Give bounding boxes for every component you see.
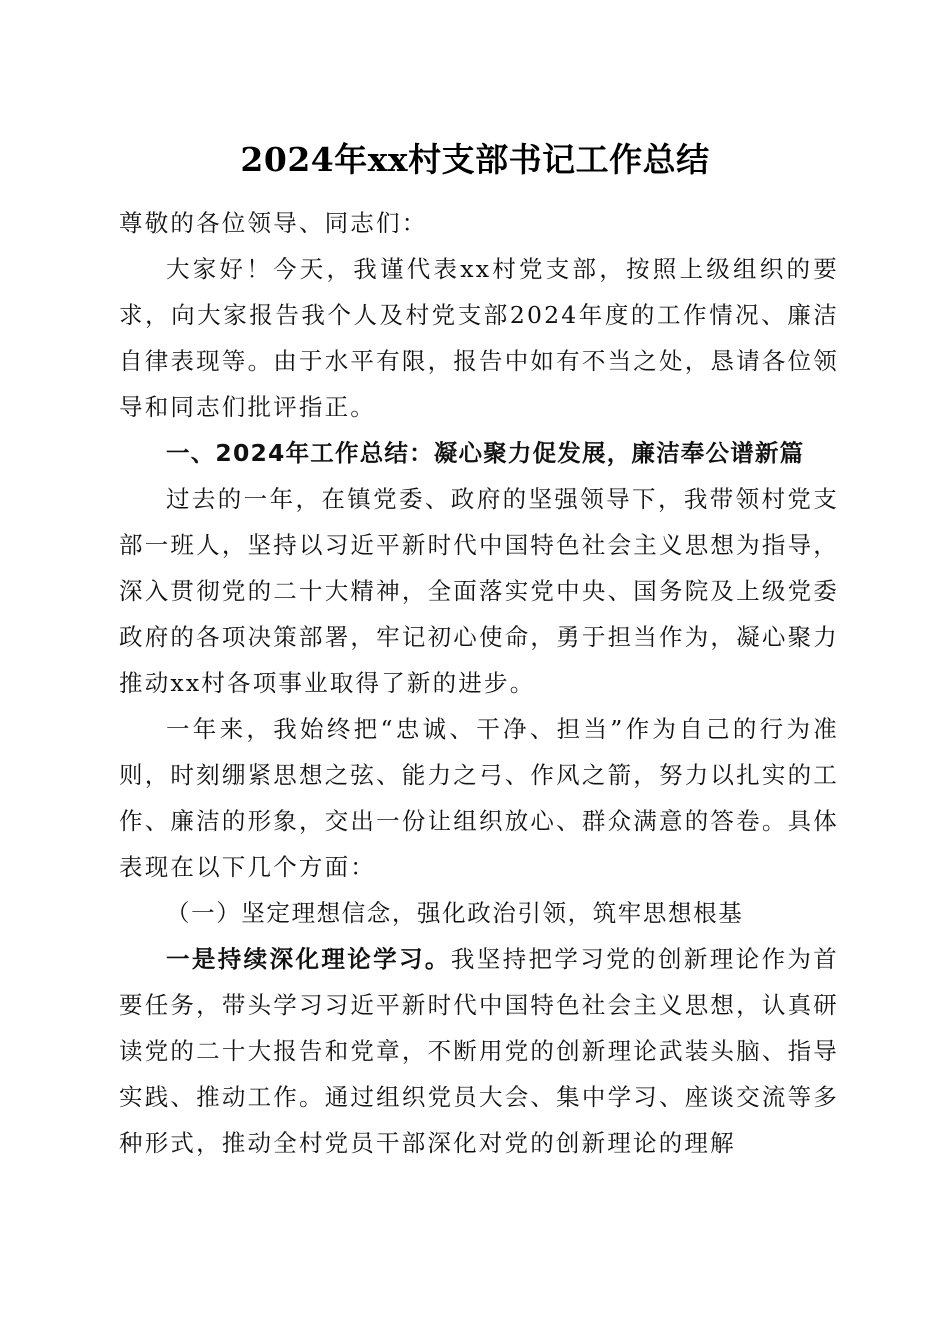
- document-title: 2024年xx村支部书记工作总结: [240, 140, 710, 179]
- body-paragraph: 过去的一年，在镇党委、政府的坚强领导下，我带领村党支部一班人，坚持以习近平新时代中国特色社会主义思想为指导，深入贯彻党的二十大精神，全面落实党中央、国务院及上级党委政府的各项决策部署，牢记初心使命，勇于担当作为，凝心聚力推动xx村各项事业取得了新的进步。: [119, 485, 839, 697]
- salutation: 尊敬的各位领导、同志们：: [119, 209, 428, 237]
- body-paragraph: [119, 936, 839, 1166]
- intro-paragraph: 大家好！今天，我谨代表xx村党支部，按照上级组织的要求，向大家报告我个人及村党支部2024年度的工作情况、廉洁自律表现等。由于水平有限，报告中如有不当之处，恳请各位领导和同志们批评指正。: [119, 255, 839, 421]
- subsection-heading: （一）坚定理想信念，强化政治引领，筑牢思想根基: [166, 899, 744, 927]
- document-body: [119, 200, 839, 1166]
- section-heading: 一、2024年工作总结：凝心聚力促发展，廉洁奉公谱新篇: [166, 439, 805, 467]
- point-lead: 一是持续深化理论学习。: [166, 945, 451, 973]
- body-paragraph: 一年来，我始终把“忠诚、干净、担当”作为自己的行为准则，时刻绷紧思想之弦、能力之弓、作风之箭，努力以扎实的工作、廉洁的形象，交出一份让组织放心、群众满意的答卷。具体表现在以下几个方面：: [119, 715, 839, 881]
- point-text: 我坚持把学习党的创新理论作为首要任务，带头学习习近平新时代中国特色社会主义思想，认真研读党的二十大报告和党章，不断用党的创新理论武装头脑、指导实践、推动工作。通过组织党员大会、集中学习、座谈交流等多种形式，推动全村党员干部深化对党的创新理论的理解: [119, 945, 839, 1157]
